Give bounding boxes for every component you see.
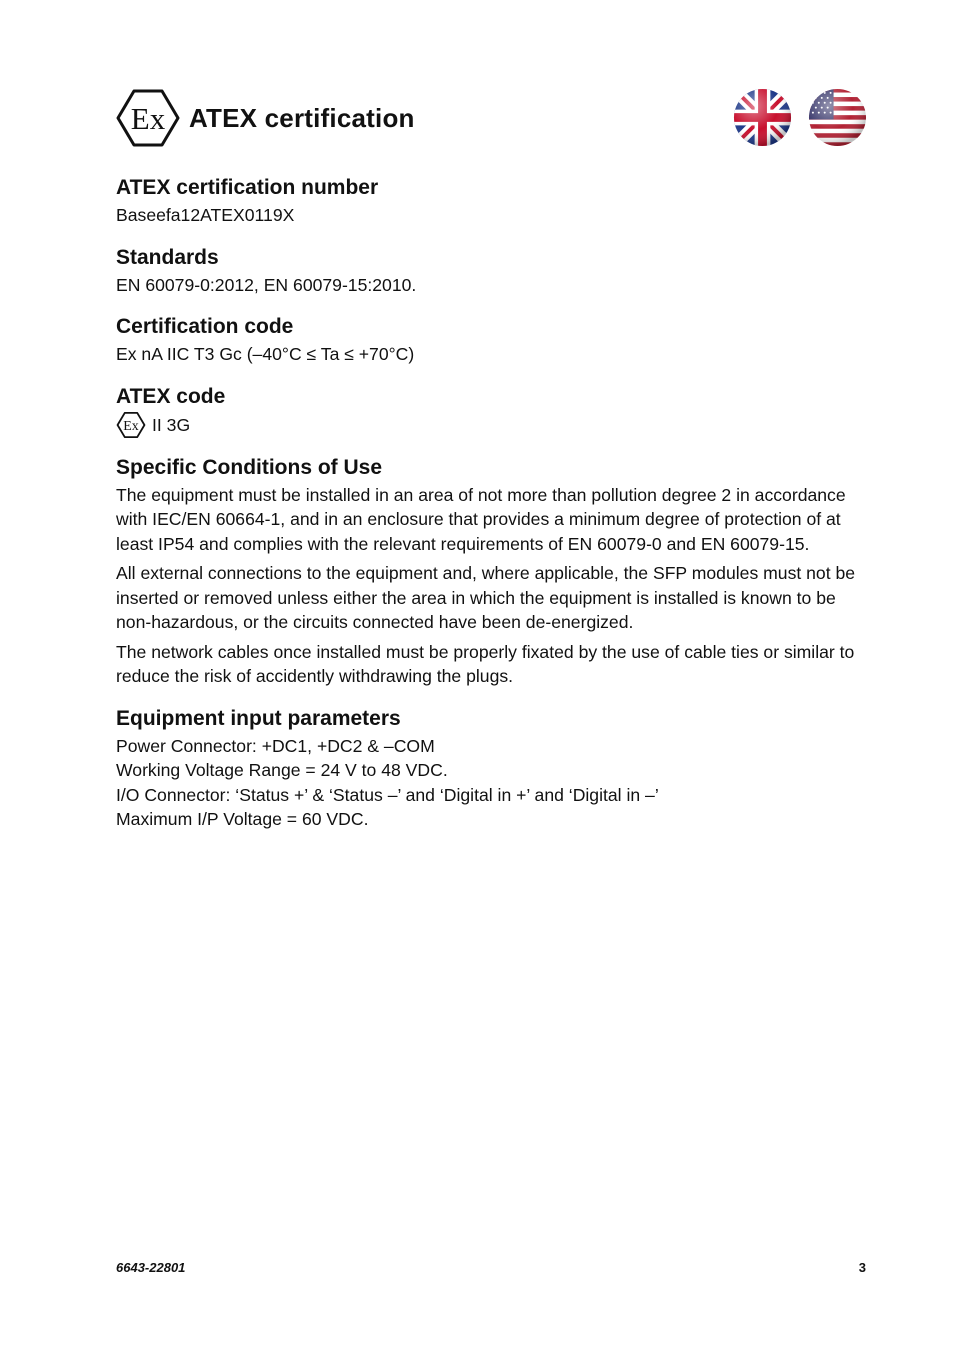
document-number: 6643-22801 <box>116 1260 186 1275</box>
cert-number-section <box>116 173 868 228</box>
svg-text:Ex: Ex <box>130 101 166 136</box>
atex-code-value: II 3G <box>152 414 191 435</box>
standards-section <box>116 243 868 298</box>
conditions-paragraph: The network cables once installed must be properly fixated by the use of cable ties or similar to reduce the risk of accidently withdrawing the plugs. <box>116 641 855 686</box>
language-flags <box>733 88 867 147</box>
ex-small-icon <box>116 412 146 438</box>
us-flag-icon <box>808 88 867 147</box>
cert-number-value: Baseefa12ATEX0119X <box>116 205 295 225</box>
conditions-paragraph: The equipment must be installed in an area of not more than pollution degree 2 in accordance with IEC/EN 60664-1, and in an enclosure that provides a minimum degree of protection of at least IP54 and complies with the relevant requirements of EN 60079-0 and EN 60079-15. <box>116 484 846 554</box>
atex-code-heading: ATEX code <box>116 384 226 408</box>
page-number: 3 <box>858 1260 866 1275</box>
input-param-line: Maximum I/P Voltage = 60 VDC. <box>116 809 369 829</box>
conditions-section <box>116 453 868 689</box>
input-param-line: Power Connector: +DC1, +DC2 & –COM <box>116 735 435 756</box>
page-title: ATEX certification <box>189 102 415 133</box>
input-params-heading: Equipment input parameters <box>116 706 401 730</box>
uk-flag-icon <box>733 88 792 147</box>
cert-code-heading: Certification code <box>116 315 294 338</box>
cert-code-section <box>116 312 868 367</box>
cert-code-value: Ex nA IIC T3 Gc (–40°C ≤ Ta ≤ +70°C) <box>116 344 415 364</box>
cert-number-heading: ATEX certification number <box>116 176 379 199</box>
atex-code-section <box>116 382 868 438</box>
atex-code-row <box>116 412 868 438</box>
input-param-line: Working Voltage Range = 24 V to 48 VDC. <box>116 760 448 780</box>
page-header <box>116 88 415 148</box>
document-body <box>116 173 868 847</box>
ex-explosion-protection-icon <box>116 89 180 147</box>
standards-value: EN 60079-0:2012, EN 60079-15:2010. <box>116 274 417 295</box>
svg-text:Ex: Ex <box>123 418 139 434</box>
conditions-heading: Specific Conditions of Use <box>116 455 383 479</box>
conditions-paragraph: All external connections to the equipment and, where applicable, the SFP modules must not be inserted or removed unless either the area in which the equipment is installed is known to be non-hazardous, or the circuits connected have been de-energized. <box>116 563 856 632</box>
standards-heading: Standards <box>116 245 219 269</box>
input-param-line: I/O Connector: ‘Status +’ & ‘Status –’ and ‘Digital in +’ and ‘Digital in –’ <box>116 784 659 805</box>
input-params-section <box>116 704 868 832</box>
